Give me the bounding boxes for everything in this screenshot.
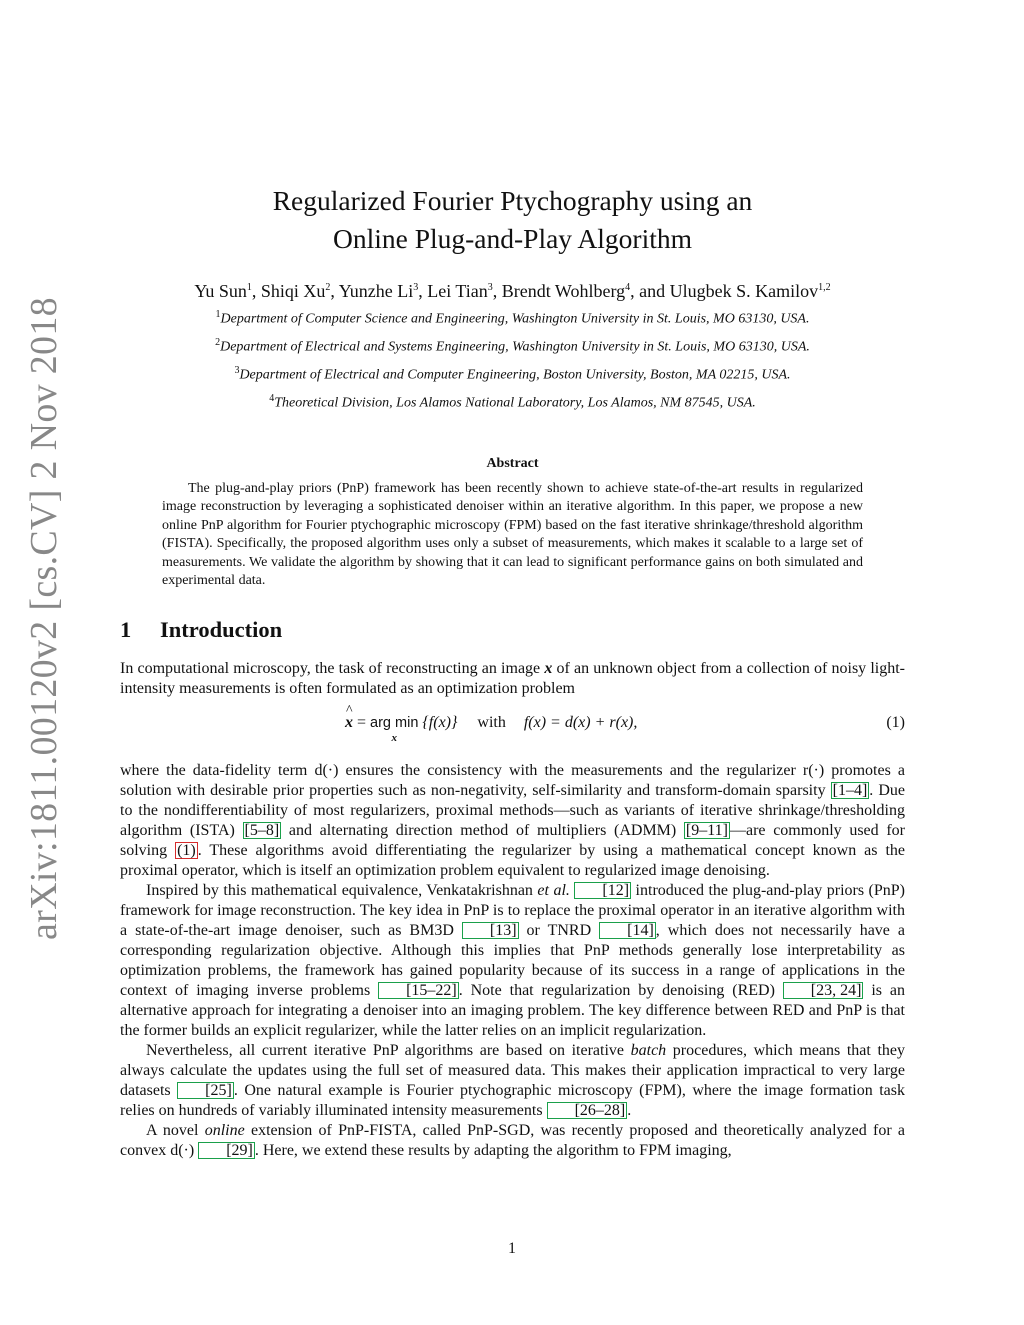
affiliation-text: Theoretical Division, Los Alamos National Laboratory, Los Alamos, NM 87545, USA.	[274, 396, 756, 412]
equation-number: (1)	[886, 713, 905, 731]
text-run: introduced the plug-and-play priors (PnP) framework for image reconstruction. The key idea in PnP is to replace the proximal operator in an iterative algorithm with a state-of-the-art image denoiser, such as BM3D	[120, 881, 906, 939]
text-run: . Here, we extend these results by adapting the algorithm to FPM imaging,	[254, 1141, 732, 1159]
text-run: .	[627, 1101, 632, 1119]
section-title: Introduction	[160, 616, 283, 642]
text-run: extension of PnP-FISTA, called PnP-SGD, was recently proposed and theoretically analyzed for a convex d(·)	[120, 1121, 906, 1159]
citation-link[interactable]: [5–8]	[244, 821, 280, 839]
citation-link[interactable]: [25]	[177, 1082, 234, 1099]
italic-text: online	[204, 1121, 245, 1139]
affiliation-number: 1	[215, 309, 221, 320]
text-run: . These algorithms avoid differentiating the regularizer by using a mathematical concept known as the proximal operator, which is itself an optimization problem equivalent to regularized image denoising.	[120, 841, 905, 879]
para1-symbol-x: x	[544, 659, 553, 677]
text-run: , which does not necessarily have a corresponding regularization objective. Although this implies that PnP methods generally lose interpretability as optimization problems, the framework has gained popularity because of its success in a range of applications in the context of imaging inverse problems	[120, 921, 906, 999]
argmin-subscript: x	[391, 731, 397, 744]
para1-text-b: of an unknown object from a collection of noisy light-intensity measurements is often formulated as an optimization problem	[120, 659, 906, 697]
text-run: is an alternative approach for integrating a denoiser into an imaging problem. The key difference between RED and PnP is that the former builds an explicit regularizer, while the latter relies on an implicit regularization.	[120, 981, 906, 1039]
author-affiliation-mark: 3	[413, 282, 419, 293]
equation-1	[120, 705, 905, 755]
text-run: . Note that regularization by denoising (RED)	[458, 981, 783, 999]
text-run: procedures, which means that they always calculate the updates using the full set of measured data. This makes their application impractical to very large datasets	[120, 1041, 906, 1099]
para1-text-a: In computational microscopy, the task of reconstructing an image	[120, 659, 545, 677]
author-affiliation-mark: 4	[625, 282, 631, 293]
author-name: Yunzhe Li	[338, 281, 414, 301]
affiliation-number: 2	[215, 337, 221, 349]
affiliation-line	[120, 331, 905, 359]
author-name: Lei Tian	[427, 281, 488, 301]
citation-link[interactable]: [26–28]	[547, 1102, 628, 1119]
equation-objective: {f(x)}	[422, 713, 458, 731]
affiliation-text: Department of Computer Science and Engineering, Washington University in St. Louis, MO 63130, USA.	[220, 311, 810, 327]
equation-argmin	[370, 713, 418, 743]
paragraph-2	[120, 761, 905, 881]
text-run: A novel	[146, 1121, 205, 1139]
citation-link[interactable]: [1–4]	[832, 781, 868, 799]
italic-text: batch	[630, 1041, 667, 1059]
abstract-paragraph: The plug-and-play priors (PnP) framework has been recently shown to achieve state-of-the-art results in regularized image reconstruction by leveraging a sophisticated denoiser within an iterative algorithm. In this paper, we propose a new online PnP algorithm for Fourier ptychographic microscopy (FPM) based on the fast iterative shrinkage/threshold algorithm (FISTA). Specifically, the proposed algorithm uses only a subset of measurements, which makes it scalable to a large set of measurements. We validate the algorithm by showing that it can lead to significant performance gains on both simulated and experimental data.	[162, 480, 863, 589]
title-line-2: Online Plug-and-Play Algorithm	[332, 223, 692, 254]
text-run: Inspired by this mathematical equivalence, Venkatakrishnan	[146, 881, 538, 899]
title-line-1: Regularized Fourier Ptychography using an	[272, 185, 753, 216]
citation-link[interactable]: [29]	[198, 1142, 255, 1159]
paragraph-5	[120, 1121, 905, 1161]
author-affiliation-mark: 1,2	[818, 282, 831, 293]
author-name: Ulugbek S. Kamilov	[669, 281, 819, 301]
text-run: Nevertheless, all current iterative PnP algorithms are based on iterative	[146, 1041, 631, 1059]
author-affiliation-mark: 2	[325, 282, 331, 293]
text-run: . Due to the nondifferentiability of most regularizers, proximal methods—such as variants of iterative shrinkage/thresholding algorithm (ISTA)	[120, 781, 906, 839]
citation-link[interactable]: [15–22]	[378, 982, 459, 999]
equation-definition: f(x) = d(x) + r(x),	[523, 713, 638, 731]
text-run: . One natural example is Fourier ptychographic microscopy (FPM), where the image formation task relies on hundreds of variably illuminated intensity measurements	[120, 1081, 905, 1119]
text-run: where the data-fidelity term d(·) ensures the consistency with the measurements and the regularizer r(·) promotes a solution with desirable prior properties such as non-negativity, self-similarity and transform-domain sparsity	[120, 761, 905, 799]
citation-link[interactable]: [23, 24]	[783, 982, 864, 999]
author-name: Brendt Wohlberg	[501, 281, 626, 301]
affiliation-number: 3	[234, 365, 240, 377]
paragraph-1	[120, 659, 905, 699]
citation-link[interactable]: [14]	[599, 922, 656, 939]
affiliation-line	[120, 303, 905, 331]
citation-link[interactable]: [12]	[574, 882, 631, 899]
abstract-body	[162, 480, 863, 591]
paragraph-4	[120, 1041, 905, 1121]
affiliation-line	[120, 387, 905, 415]
argmin-label: arg min	[370, 714, 419, 731]
affiliation-text: Department of Electrical and Systems Engineering, Washington University in St. Louis, MO 63130, USA.	[220, 339, 810, 355]
citation-link[interactable]: [9–11]	[685, 821, 728, 839]
author-affiliation-mark: 1	[246, 282, 252, 293]
section-heading-introduction	[120, 615, 905, 645]
equation-xhat: ^ x	[345, 713, 353, 733]
italic-text: et al.	[537, 881, 570, 899]
section-number: 1	[120, 616, 132, 642]
page-content	[120, 0, 905, 1161]
equation-ref-link[interactable]: (1)	[177, 841, 196, 859]
affiliation-number: 4	[269, 393, 275, 405]
equation-with: with	[477, 713, 506, 731]
affiliation-text: Department of Electrical and Computer Engineering, Boston University, Boston, MA 02215, USA.	[239, 367, 791, 383]
paragraph-3	[120, 881, 905, 1041]
page-number: 1	[508, 1240, 516, 1257]
text-run: or TNRD	[518, 921, 600, 939]
text-run: and alternating direction method of multipliers (ADMM)	[281, 821, 684, 839]
author-name: Shiqi Xu	[260, 281, 326, 301]
paper-title	[120, 182, 905, 258]
equation-equals: =	[353, 713, 371, 731]
author-name: Yu Sun	[194, 281, 247, 301]
arxiv-side-stamp: arXiv:1811.00120v2 [cs.CV] 2 Nov 2018	[23, 297, 65, 940]
introduction-body	[120, 659, 905, 1161]
author-list: Yu Sun$^1$, Shiqi Xu$^2$, Yunzhe Li$^3$, Lei Tian$^3$, Brendt Wohlberg$^4$, and Ulugbek S. Kamilov$^{1,2}$	[194, 281, 831, 301]
affiliation-list	[120, 303, 905, 416]
citation-link[interactable]: [13]	[462, 922, 519, 939]
equation-body	[345, 713, 637, 743]
author-affiliation-mark: 3	[487, 282, 493, 293]
text-run: —are commonly used for solving	[120, 821, 905, 859]
abstract-heading: Abstract	[486, 455, 539, 471]
affiliation-line	[120, 359, 905, 387]
